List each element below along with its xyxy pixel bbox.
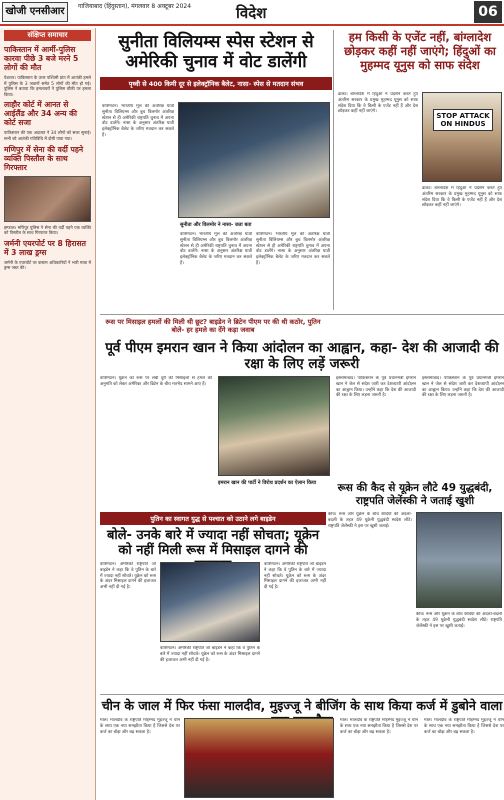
strap-sunita: पृथ्वी से 400 किमी दूर से इलेक्ट्रॉनिक बैलेट, नासा- स्पेस से मतदान संभव bbox=[100, 77, 332, 90]
story-sunita bbox=[100, 30, 332, 310]
photo-biden bbox=[160, 562, 260, 642]
brief-news-tag: संक्षिप्त समाचार bbox=[4, 30, 91, 41]
newspaper-logo: खोजी एनसीआर bbox=[2, 2, 68, 22]
body-maldives-2: माले। मालदीव के राष्ट्रपति मोहम्मद मुइज्जू ने चीन के साथ एक नया समझौता किया है जिससे देश पर कर्ज का बोझ और बढ़ सकता है। bbox=[340, 718, 418, 735]
body-imran: इस्लामाबाद। पाकिस्तान के पूर्व प्रधानमंत्री इमरान खान ने जेल से संदेश जारी कर देशव्यापी आंदोलन का आह्वान किया। उन्होंने कहा कि देश की आजादी की रक्षा के लिए लड़ना जरूरी है। bbox=[336, 376, 416, 399]
body-bangladesh: ढाका। बांग्लादेश में हिंदुओं ने प्रदर्शन करते हुए अंतरिम सरकार के प्रमुख मुहम्मद यूनुस को साफ संदेश दिया कि वे किसी के एजेंट नहीं हैं और देश छोड़कर कहीं नहीं जाएंगे। bbox=[338, 92, 418, 115]
caption-sunita: सुनीता और विलमोर ने नासा- जता बता bbox=[180, 222, 252, 228]
protest-placard: STOP ATTACK ON HINDUS bbox=[433, 109, 493, 131]
date-line: गाजियाबाद (हिंदुस्तान), मंगलवार 8 अक्टूबर 2024 bbox=[78, 3, 192, 10]
section-label: विदेश bbox=[236, 4, 267, 22]
headline-missile[interactable]: रूस पर मिसाइल हमलों की मिली थी छूट? बाइडेन ने ब्रिटेन पीएम पर की थी कठोर, पुतिन बोले- हर हमले का देंगे कड़ा जवाब bbox=[105, 318, 321, 334]
brief-headline-1: पाकिस्तान में आर्मी-पुलिस कारवा पीछे 3 बजे मरने 5 लोगों की मौत bbox=[4, 45, 79, 72]
section-divider bbox=[100, 314, 504, 315]
brief-headline-3: मणिपुर में सेना की वर्दी पहने व्यक्ति पिस्तौल के साथ गिरफ्तार bbox=[4, 144, 84, 172]
body-biden-2: वाशिंगटन। अमेरिकी राष्ट्रपति जो बाइडेन ने कहा कि वे पुतिन के बारे में ज्यादा नहीं सोचते। यूक्रेन को रूस के अंदर मिसाइल दागने की इजाजत अभी नहीं दी गई है। bbox=[160, 646, 260, 663]
headline-russia[interactable]: रूस की कैद से यूक्रेन लौटे 49 युद्धबंदी, राष्ट्रपति जेलेंस्की ने जताई खुशी bbox=[337, 482, 493, 507]
body-russia-2: कीव। रूस और यूक्रेन के बीच कैदियों की अदला-बदली के तहत 49 यूक्रेनी युद्धबंदी स्वदेश लौटे। राष्ट्रपति जेलेंस्की ने इस पर खुशी जताई। bbox=[416, 612, 502, 629]
story-biden bbox=[100, 512, 326, 663]
story-missile bbox=[100, 318, 326, 334]
headline-maldives[interactable]: चीन के जाल में फिर फंसा मालदीव, मुइज्जू ने बीजिंग के साथ किया कर्ज में डुबोने वाला bbox=[101, 698, 503, 713]
caption-imran: इमरान खान की पार्टी ने विरोध प्रदर्शन का ऐलान किया bbox=[218, 480, 317, 486]
body-sunita-2: वाशिंगटन। भारतीय मूल की अंतरिक्ष यात्री सुनीता विलियम्स और बुच विलमोर अंतरिक्ष स्टेशन से ही अमेरिकी राष्ट्रपति चुनाव में अपना वोट डालेंगे। नासा के अनुसार अंतरिक्ष यात्री इलेक्ट्रॉनिक बैलेट के जरिए मतदान कर सकते हैं। bbox=[180, 232, 252, 266]
photo-imran bbox=[218, 376, 330, 476]
story-bangladesh bbox=[336, 30, 504, 310]
body-maldives: माले। मालदीव के राष्ट्रपति मोहम्मद मुइज्जू ने चीन के साथ एक नया समझौता किया है जिससे देश पर कर्ज का बोझ और बढ़ सकता है। bbox=[100, 718, 180, 735]
photo-maldives bbox=[184, 718, 334, 798]
body-bangladesh-2: ढाका। बांग्लादेश में हिंदुओं ने प्रदर्शन करते हुए अंतरिम सरकार के प्रमुख मुहम्मद यूनुस को साफ संदेश दिया कि वे किसी के एजेंट नहीं हैं और देश छोड़कर कहीं नहीं जाएंगे। bbox=[422, 186, 502, 209]
brief-body-1: पेशावर। पाकिस्तान के उत्तर पश्चिमी प्रांत में आतंकी हमले में पुलिस के 3 जवानों समेत 5 लोगों की मौत हो गई। पुलिस ने बताया कि हमलावरों ने पुलिस चौकी पर हमला किया। bbox=[4, 75, 91, 97]
headline-sunita[interactable]: सुनीता विलियम्स स्पेस स्टेशन से अमेरिकी चुनाव में वोट डालेंगी bbox=[118, 32, 314, 73]
masthead bbox=[0, 0, 504, 26]
headline-bangladesh[interactable]: हम किसी के एजेंट नहीं, बांग्लादेश छोड़कर कहीं नहीं जाएंगे; हिंदुओं का मुहम्मद यूनुस को साफ संदेश bbox=[344, 30, 496, 72]
photo-sunita bbox=[178, 102, 330, 218]
section-divider-2 bbox=[100, 694, 504, 695]
strap-biden: पुतिन का स्वागत युद्ध से पश्चात को उठाने लगे बाइडेन bbox=[100, 512, 326, 525]
body-sunita: वाशिंगटन। भारतीय मूल की अंतरिक्ष यात्री सुनीता विलियम्स और बुच विलमोर अंतरिक्ष स्टेशन से ही अमेरिकी राष्ट्रपति चुनाव में अपना वोट डालेंगे। नासा के अनुसार अंतरिक्ष यात्री इलेक्ट्रॉनिक बैलेट के जरिए मतदान कर सकते हैं। bbox=[102, 104, 174, 138]
story-russia bbox=[326, 482, 504, 629]
page-number: 06 bbox=[474, 1, 502, 23]
body-sunita-3: वाशिंगटन। भारतीय मूल की अंतरिक्ष यात्री सुनीता विलियम्स और बुच विलमोर अंतरिक्ष स्टेशन से ही अमेरिकी राष्ट्रपति चुनाव में अपना वोट डालेंगे। नासा के अनुसार अंतरिक्ष यात्री इलेक्ट्रॉनिक बैलेट के जरिए मतदान कर सकते हैं। bbox=[256, 232, 330, 266]
brief-headline-2: लाहौर कोर्ट में आनत से आईलैंड और 34 अन्य की कोर्ट सजा bbox=[4, 100, 77, 128]
brief-body-3: इम्फाल। मणिपुर पुलिस ने सेना की वर्दी पहने एक व्यक्ति को पिस्तौल के साथ गिरफ्तार किया। bbox=[4, 224, 91, 236]
story-maldives bbox=[100, 698, 504, 735]
body-biden: वाशिंगटन। अमेरिकी राष्ट्रपति जो बाइडेन ने कहा कि वे पुतिन के बारे में ज्यादा नहीं सोचते। यूक्रेन को रूस के अंदर मिसाइल दागने की इजाजत अभी नहीं दी गई है। bbox=[100, 562, 156, 591]
brief-body-4: जर्मनी के एयरपोर्ट पर कस्टम अधिकारियों ने भारी मात्रा में ड्रग्स जब्त की। bbox=[4, 259, 91, 271]
body-imran-2: इस्लामाबाद। पाकिस्तान के पूर्व प्रधानमंत्री इमरान खान ने जेल से संदेश जारी कर देशव्यापी आंदोलन का आह्वान किया। उन्होंने कहा कि देश की आजादी की रक्षा के लिए लड़ना जरूरी है। bbox=[422, 376, 504, 399]
headline-biden[interactable]: बोले- उनके बारे में ज्यादा नहीं सोचता; यूक्रेन को नहीं मिली रूस में मिसाइल दागने की bbox=[106, 528, 320, 558]
brief-body-2: पाकिस्तान की एक अदालत ने 34 लोगों को सजा सुनाई। सभी को आतंकी गतिविधि में दोषी पाया गया। bbox=[4, 130, 91, 141]
headline-imran[interactable]: पूर्व पीएम इमरान खान ने किया आंदोलन का आह्वान, कहा- देश की आजादी की रक्षा के लिए लड़ें जरूरी bbox=[105, 340, 499, 372]
body-biden-3: वाशिंगटन। अमेरिकी राष्ट्रपति जो बाइडेन ने कहा कि वे पुतिन के बारे में ज्यादा नहीं सोचते। यूक्रेन को रूस के अंदर मिसाइल दागने की इजाजत अभी नहीं दी गई है। bbox=[264, 562, 326, 591]
body-missile: वाशिंगटन। यूक्रेन को रूस पर लंबी दूरी की मिसाइलों से हमले की अनुमति को लेकर अमेरिका और ब्रिटेन के बीच मतभेद सामने आए हैं। bbox=[100, 376, 212, 387]
photo-protest bbox=[422, 92, 502, 182]
column-divider bbox=[333, 30, 334, 310]
brief-photo bbox=[4, 176, 91, 222]
body-russia: कीव। रूस और यूक्रेन के बीच कैदियों की अदला-बदली के तहत 49 यूक्रेनी युद्धबंदी स्वदेश लौटे। राष्ट्रपति जेलेंस्की ने इस पर खुशी जताई। bbox=[328, 512, 412, 529]
body-maldives-3: माले। मालदीव के राष्ट्रपति मोहम्मद मुइज्जू ने चीन के साथ एक नया समझौता किया है जिससे देश पर कर्ज का बोझ और बढ़ सकता है। bbox=[424, 718, 504, 735]
left-column bbox=[0, 28, 96, 800]
story-imran bbox=[100, 340, 504, 486]
photo-prisoners bbox=[416, 512, 502, 608]
brief-headline-4: जर्मनी एयरपोर्ट पर 8 हिरासत में 3 लाख ड्रग्स bbox=[4, 238, 86, 257]
